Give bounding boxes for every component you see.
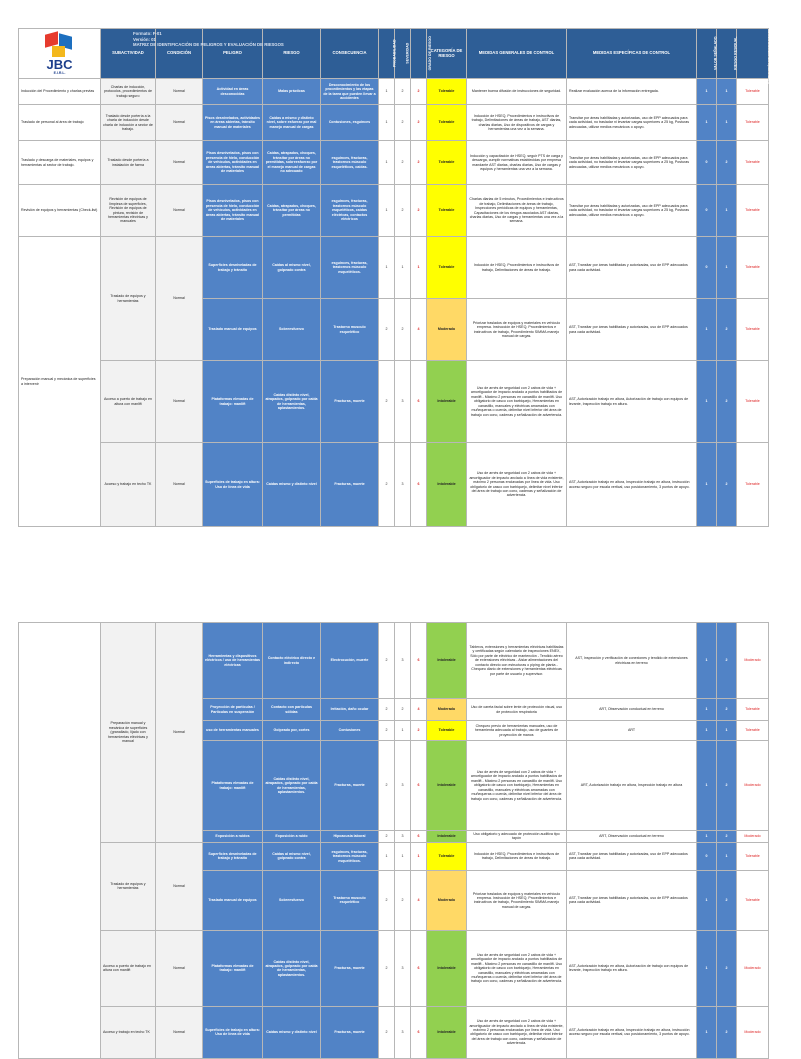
sheet-2-body (19, 623, 769, 1059)
residual-category-cell: Tolerable (737, 185, 769, 237)
risk-category-cell: Intolerable (427, 623, 467, 699)
value-cell: 1 (697, 105, 717, 141)
value-cell: 1 (697, 361, 717, 443)
general-measures-cell: Inducción y capacitación de HSEQ, seguir PTS de carga y descarga, cumplir normativas establecidas por empresa mandante AST diarias, charlas diarias, Uso de cargas y equipos y herramientas una vez a la semana. (467, 141, 567, 185)
probability-cell: 1 (379, 237, 395, 299)
hazard-cell: uso de herramientas manuales (203, 721, 263, 741)
consequence-cell: Electrocución, muerte (321, 623, 379, 699)
condition-cell: Normal (156, 930, 203, 1006)
subactivity-cell: Traslado de equipos y herramientas (101, 237, 156, 361)
activity-cell: Preparación manual y mecánica de superficies a intervenir (19, 237, 101, 527)
risk-category-cell: Moderado (427, 699, 467, 721)
specific-measures-cell: AST, Transitar por áreas habilitadas y autorizadas, uso de EPP adecuados para cada actividad. (567, 870, 697, 930)
subactivity-cell: Preparación manual y mecánica de superficies (granallado, lijado con herramientas eléctricas y manual (101, 623, 156, 843)
hazard-cell: Pisos desnivelados, actividades en áreas abiertas, tránsito manual de materiales (203, 105, 263, 141)
consequence-cell: Contusiones, esguinces (321, 105, 379, 141)
risk-matrix-table-1 (18, 22, 772, 527)
table-row (19, 930, 769, 1006)
consequence-cell: Fracturas, muerte (321, 741, 379, 831)
residual-risk-cell: 1 (717, 721, 737, 741)
general-measures-cell: Tableros, extensiones y herramientas eléctricas habilitadas y certificadas según calendario de inspecciones ENEX, Sólo por parte de eléctrico de mantención - Tendido aéreo de extensiones eléctricas - Aislar alimentaciones del contacto directo con estructuras o piping de planta - Chequeo diario de extensiones y herramientas eléctricas por parte de usuario y supervisor. (467, 623, 567, 699)
risk-grade-cell: 1 (411, 842, 427, 870)
residual-risk-cell: 1 (717, 79, 737, 105)
activity-cell: Inducción del Procedimiento y charlas previas (19, 79, 101, 105)
risk-category-cell: Tolerable (427, 141, 467, 185)
specific-measures-cell: ART, Observación conductual en terreno (567, 831, 697, 843)
severity-cell: 1 (395, 842, 411, 870)
probability-cell: 2 (379, 721, 395, 741)
risk-cell: Caídas mismo y distinto nivel (263, 1006, 321, 1058)
subactivity-cell: Acceso y trabajo en techo TK (101, 1006, 156, 1058)
probability-cell: 1 (379, 842, 395, 870)
risk-grade-cell: 6 (411, 623, 427, 699)
consequence-cell: Trastorno musculo esquelético (321, 870, 379, 930)
severity-cell: 3 (395, 831, 411, 843)
risk-cell: Caídas al mismo nivel, golpeado contra (263, 237, 321, 299)
risk-category-cell: Tolerable (427, 842, 467, 870)
table-row (19, 79, 769, 105)
general-measures-cell: Uso de arnés de seguridad con 2 cabos de vida + amortiguador de impacto anclado a puntos habilitados de manlift - Máximo 2 personas en canastillo de manlift. Uso obligatorio de casco con barbiquejo, Herramientas en canastillo, manuales y eléctricas amarradas con muñequeras o cuerda, delimitar nivel inferior del área de trabajo con cono, cadenas y señalización de advertencia. (467, 930, 567, 1006)
value-cell: 1 (697, 1006, 717, 1058)
specific-measures-cell: Realizar evaluación acerca de la información entregada. (567, 79, 697, 105)
jbc-logo: JBC E.I.R.L. (39, 33, 81, 75)
value-cell: 0 (697, 842, 717, 870)
risk-cell: Contacto con partículas sólidas (263, 699, 321, 721)
residual-category-cell: Tolerable (737, 141, 769, 185)
severity-cell: 2 (395, 699, 411, 721)
residual-risk-cell: 2 (717, 741, 737, 831)
consequence-cell: Fracturas, muerte (321, 1006, 379, 1058)
risk-cell: Golpeado por, cortes (263, 721, 321, 741)
col-riesgo: RIESGO (263, 29, 321, 79)
risk-cell: Caídas, atrapados, choques, tránsitar por áreas no permitidas (263, 185, 321, 237)
risk-category-cell: Intolerable (427, 831, 467, 843)
risk-grade-cell: 2 (411, 185, 427, 237)
risk-grade-cell: 6 (411, 443, 427, 527)
col-categoria: CATEGORÍA DE RIESGO (427, 29, 467, 79)
col-severidad: SEVERIDAD (395, 29, 411, 79)
probability-cell: 2 (379, 741, 395, 831)
consequence-cell: Fracturas, muerte (321, 443, 379, 527)
general-measures-cell: Uso de careta facial sobre lente de protección visual, uso de protección respiratoria (467, 699, 567, 721)
specific-measures-cell: Transitar por áreas habilitadas y autorizadas, uso de EPP adecuados para cada actividad, no trasladar ni levantar cargas superiores a 25 kg, Posturas adecuadas, utilizar medios mecánicos o apoyo. (567, 141, 697, 185)
hazard-cell: Superficies desniveladas de trabajo y tránsito (203, 237, 263, 299)
residual-risk-cell: 2 (717, 699, 737, 721)
specific-measures-cell: Transitar por áreas habilitadas y autorizadas, uso de EPP adecuados para cada actividad, no trasladar ni levantar cargas superiores a 25 kg, Posturas adecuadas, utilizar medios mecánicos o apoyo. (567, 185, 697, 237)
condition-cell: Normal (156, 237, 203, 361)
hazard-cell: Traslado manual de equipos (203, 299, 263, 361)
specific-measures-cell: AST, Transitar por áreas habilitadas y autorizadas, uso de EPP adecuados para cada actividad. (567, 237, 697, 299)
value-cell: 1 (697, 623, 717, 699)
col-residual: RIESGO RESIDUAL (717, 29, 737, 79)
consequence-cell: esguinces, fracturas, trastornos músculo esqueléticos, caídas. (321, 141, 379, 185)
residual-category-cell: Tolerable (737, 361, 769, 443)
general-measures-cell: Inducción de HSEQ, Procedimientos e instructivos de trabajo, Delimitaciones de áreas de trabajo. (467, 237, 567, 299)
general-measures-cell: Chequeo previo de herramientas manuales, uso de herramienta adecuada al trabajo, uso de guantes de proyección de manos (467, 721, 567, 741)
col-peligro: Formato: F-01 Versión: 01 MATRIZ DE IDENTIFICACIÓN DE PELIGROS Y EVALUACIÓN DE RIESGOS PELIGRO (203, 29, 263, 79)
consequence-cell: Trastorno musculo esquelético (321, 299, 379, 361)
general-measures-cell: Uso de arnés de seguridad con 2 cabos de vida + amortiguador de impacto anclado a puntos habilitados de manlift - Máximo 2 personas en canastillo de manlift. Uso obligatorio de casco con barbiquejo, Herramientas en canastillo, manuales y eléctricas amarradas con muñequeras o cuerda, delimitar nivel inferior del área de trabajo con cono, cadenas y señalización de advertencia. (467, 741, 567, 831)
severity-cell: 1 (395, 237, 411, 299)
consequence-cell: Fracturas, muerte (321, 930, 379, 1006)
condition-cell: Normal (156, 361, 203, 443)
hazard-cell: Proyección de partículas / Partículas en suspensión (203, 699, 263, 721)
residual-category-cell: Moderado (737, 1006, 769, 1058)
value-cell: 1 (697, 699, 717, 721)
condition-cell: Normal (156, 105, 203, 141)
hazard-cell: Actividad en áreas desconocidas (203, 79, 263, 105)
condition-cell: Normal (156, 623, 203, 843)
hazard-cell: Plataformas elevadas de trabajo: manlift (203, 930, 263, 1006)
severity-cell: 3 (395, 361, 411, 443)
probability-cell: 1 (379, 79, 395, 105)
risk-category-cell: Tolerable (427, 237, 467, 299)
subactivity-cell: Traslado desde portería a la charla de inducción desde charla de inducción a sector de trabajo. (101, 105, 156, 141)
col-categoria-residual: CATEGORÍA DE RIESGO RESIDUAL (737, 29, 769, 79)
activity-cell: Revisión de equipos y herramientas (Check-list) (19, 185, 101, 237)
probability-cell: 2 (379, 623, 395, 699)
condition-cell: Normal (156, 185, 203, 237)
condition-cell: Normal (156, 842, 203, 930)
risk-cell: Caídas distinto nivel, atrapados, golpeado por caída de herramientas, aplastamientos. (263, 930, 321, 1006)
severity-cell: 1 (395, 721, 411, 741)
activity-cell: Traslado de personal al área de trabajo (19, 105, 101, 141)
consequence-cell: Irritación, daño ocular (321, 699, 379, 721)
residual-risk-cell: 2 (717, 299, 737, 361)
condition-cell: Normal (156, 141, 203, 185)
risk-category-cell: Intolerable (427, 741, 467, 831)
residual-risk-cell: 2 (717, 141, 737, 185)
table-row (19, 185, 769, 237)
subactivity-cell: Acceso a puerto de trabajo en altura con manlift (101, 361, 156, 443)
risk-matrix-table-2 (18, 622, 769, 1059)
residual-category-cell: Moderado (737, 930, 769, 1006)
col-probabilidad: PROBABILIDAD (379, 29, 395, 79)
risk-cell: Caídas distinto nivel, atrapados, golpeado por caída de herramientas, aplastamientos. (263, 741, 321, 831)
consequence-cell: Hipoacusia laboral (321, 831, 379, 843)
residual-category-cell: Tolerable (737, 299, 769, 361)
residual-category-cell: Tolerable (737, 842, 769, 870)
risk-cell: Caídas al mismo nivel, golpeado contra (263, 842, 321, 870)
probability-cell: 2 (379, 699, 395, 721)
residual-risk-cell: 2 (717, 623, 737, 699)
condition-cell: Normal (156, 79, 203, 105)
value-cell: 1 (697, 930, 717, 1006)
residual-risk-cell: 1 (717, 185, 737, 237)
general-measures-cell: Priorizar traslados de equipos y materiales en vehículo empresa. Instrucción de HSEQ, Procedimientos e instructivos de trabajo, Procedimiento SIMMA manejo manual de cargas. (467, 870, 567, 930)
general-measures-cell: Inducción de HSEQ, Procedimientos e instructivos de trabajo, Delimitaciones de áreas de trabajo, AST diarias, charlas diarias, Uso de dispositivos de cargas y herramientas una vez a la semana. (467, 105, 567, 141)
risk-category-cell: Tolerable (427, 79, 467, 105)
risk-grade-cell: 6 (411, 361, 427, 443)
table-row (19, 141, 769, 185)
hazard-cell: Herramientas y dispositivos eléctricos / uso de herramientas eléctricas (203, 623, 263, 699)
hazard-cell: Superficies de trabajo en altura: Uso de línea de vida (203, 1006, 263, 1058)
risk-category-cell: Intolerable (427, 443, 467, 527)
col-condicion: CONDICIÓN (156, 29, 203, 79)
value-cell: 1 (697, 79, 717, 105)
table-row (19, 237, 769, 299)
risk-matrix-sheet-2 (18, 622, 768, 1046)
value-cell: 1 (697, 299, 717, 361)
activity-cell: Traslado y descarga de materiales, equipos y herramientas al sector de trabajo. (19, 141, 101, 185)
general-measures-cell: Uso de arnés de seguridad con 2 cabos de vida + amortiguador de impacto anclado a línea de vida existente, máximo 2 personas enclavadas por línea de vida. Uso obligatorio de casco con barbiquejo, delimitar nivel inferior del área de trabajo con cono, cadenas y señalización de advertencia. (467, 1006, 567, 1058)
risk-grade-cell: 4 (411, 870, 427, 930)
table-row (19, 623, 769, 699)
severity-cell: 3 (395, 930, 411, 1006)
severity-cell: 3 (395, 623, 411, 699)
risk-cell: Malas prácticas (263, 79, 321, 105)
header-notes: Formato: F-01 Versión: 01 MATRIZ DE IDENTIFICACIÓN DE PELIGROS Y EVALUACIÓN DE RIESGOS (133, 31, 284, 47)
consequence-cell: esguinces, fracturas, trastornos músculo esqueléticos, caídas eléctricas, contactos eléctricos (321, 185, 379, 237)
consequence-cell: Desconocimiento de los procedimientos y las etapas de la tarea que pueden llevar a accidentes (321, 79, 379, 105)
risk-cell: Exposición a ruido (263, 831, 321, 843)
hazard-cell: Traslado manual de equipos (203, 870, 263, 930)
residual-category-cell: Tolerable (737, 721, 769, 741)
risk-grade-cell: 4 (411, 699, 427, 721)
consequence-cell: Contusiones (321, 721, 379, 741)
risk-cell: Contacto eléctrico directo e indirecto (263, 623, 321, 699)
value-cell: 1 (697, 721, 717, 741)
hazard-cell: Pisos desnivelados, pisos con presencia de hielo, conducción de vehículos, actividades en áreas abiertas, tránsito manual de materiales (203, 185, 263, 237)
table-row (19, 105, 769, 141)
general-measures-cell: Uso de arnés de seguridad con 2 cabos de vida + amortiguador de impacto anclado a puntos habilitados de manlift - Máximo 2 personas en canastillo de manlift. Uso obligatorio de casco con barbiquejo, Herramientas en canastillo, manuales y eléctricas amarradas con muñequeras o cuerda, delimitar nivel inferior del área de trabajo con cono, cadenas y señalización de advertencia. (467, 361, 567, 443)
residual-risk-cell: 2 (717, 870, 737, 930)
residual-risk-cell: 2 (717, 831, 737, 843)
probability-cell: 1 (379, 105, 395, 141)
general-measures-cell: Priorizar traslados de equipos y materiales en vehículo empresa. Instrucción de HSEQ, Procedimientos e instructivos de trabajo, Procedimiento SIMMA manejo manual de cargas. (467, 299, 567, 361)
specific-measures-cell: ART (567, 721, 697, 741)
risk-grade-cell: 6 (411, 930, 427, 1006)
specific-measures-cell: AST, Autorización trabajo en altura, Inspección trabajo en altura, instrucción acceso seguro por escala vertical, uso posicionamiento, 3 puntos de apoyo. (567, 1006, 697, 1058)
residual-risk-cell: 2 (717, 443, 737, 527)
col-subactividad: SUBACTIVIDAD (101, 29, 156, 79)
residual-category-cell: Moderado (737, 831, 769, 843)
table-row (19, 1006, 769, 1058)
risk-grade-cell: 6 (411, 741, 427, 831)
specific-measures-cell: AST, Autorización trabajo en altura, Autorización de trabajo con equipos de levante, Inspección trabajo en altura. (567, 361, 697, 443)
value-cell: 0 (697, 237, 717, 299)
severity-cell: 2 (395, 185, 411, 237)
value-cell: 0 (697, 141, 717, 185)
specific-measures-cell: AST, Autorización trabajo en altura, Inspección trabajo en altura, instrucción acceso seguro por escala vertical, uso posicionamiento, 3 puntos de apoyo. (567, 443, 697, 527)
sheet-1-body (19, 79, 769, 527)
table-row (19, 842, 769, 870)
risk-grade-cell: 1 (411, 237, 427, 299)
general-measures-cell: Uso de arnés de seguridad con 2 cabos de vida + amortiguador de impacto anclado a línea de vida existente, máximo 2 personas enclavadas por línea de vida. Uso obligatorio de casco con barbiquejo, delimitar nivel inferior del área de trabajo con cono, cadenas y señalización de advertencia. (467, 443, 567, 527)
risk-grade-cell: 2 (411, 141, 427, 185)
risk-cell: Caídas distinto nivel, atrapados, golpeado por caída de herramientas, aplastamientos. (263, 361, 321, 443)
specific-measures-cell: ART, Observación conductual en terreno (567, 699, 697, 721)
risk-category-cell: Tolerable (427, 105, 467, 141)
risk-grade-cell: 6 (411, 831, 427, 843)
risk-grade-cell: 2 (411, 105, 427, 141)
col-grado: GRADO DE RIESGO (411, 29, 427, 79)
hazard-cell: Superficies de trabajo en altura: Uso de línea de vida (203, 443, 263, 527)
subactivity-cell: Traslado de equipos y herramientas (101, 842, 156, 930)
residual-risk-cell: 2 (717, 361, 737, 443)
risk-cell: Caídas a mismo y distinto nivel, sobre esfuerzo por mal manejo manual de cargas (263, 105, 321, 141)
residual-category-cell: Tolerable (737, 237, 769, 299)
risk-grade-cell: 2 (411, 721, 427, 741)
condition-cell: Normal (156, 1006, 203, 1058)
probability-cell: 2 (379, 930, 395, 1006)
consequence-cell: esguinces, fracturas, trastornos músculo esqueléticos. (321, 237, 379, 299)
general-measures-cell: Uso obligatorio y adecuado de protección auditiva tipo tapón (467, 831, 567, 843)
general-measures-cell: Inducción de HSEQ, Procedimientos e instructivos de trabajo, Delimitaciones de áreas de trabajo. (467, 842, 567, 870)
severity-cell: 3 (395, 1006, 411, 1058)
hazard-cell: Plataformas elevadas de trabajo: manlift (203, 361, 263, 443)
subactivity-cell: Traslado desde portería a instalación de faena (101, 141, 156, 185)
residual-category-cell: Tolerable (737, 443, 769, 527)
col-medidas-generales: MEDIDAS GENERALES DE CONTROL (467, 29, 567, 79)
probability-cell: 2 (379, 1006, 395, 1058)
value-cell: 1 (697, 870, 717, 930)
residual-risk-cell: 1 (717, 842, 737, 870)
residual-category-cell: Tolerable (737, 699, 769, 721)
risk-grade-cell: 4 (411, 299, 427, 361)
specific-measures-cell: AST, Transitar por áreas habilitadas y autorizadas, uso de EPP adecuados para cada actividad. (567, 299, 697, 361)
risk-matrix-sheet-1 (18, 22, 772, 586)
table-row (19, 443, 769, 527)
risk-cell: Sobreesfuerzo (263, 299, 321, 361)
col-medidas-especificas: MEDIDAS ESPECÍFICAS DE CONTROL (567, 29, 697, 79)
specific-measures-cell: AST, Autorización trabajo en altura, Autorización de trabajo con equipos de levante, Inspección trabajo en altura. (567, 930, 697, 1006)
severity-cell: 2 (395, 105, 411, 141)
value-cell: 0 (697, 185, 717, 237)
residual-risk-cell: 2 (717, 930, 737, 1006)
severity-cell: 3 (395, 443, 411, 527)
risk-category-cell: Intolerable (427, 1006, 467, 1058)
specific-measures-cell: AST, Inspección y verificación de conexiones y tendido de extensiones eléctricas en terreno (567, 623, 697, 699)
subactivity-cell: Acceso y trabajo en techo TK (101, 443, 156, 527)
general-measures-cell: Mantener buena difusión de instrucciones de seguridad. (467, 79, 567, 105)
residual-risk-cell: 1 (717, 237, 737, 299)
consequence-cell: Fracturas, muerte (321, 361, 379, 443)
table-row (19, 361, 769, 443)
header-row (19, 29, 769, 79)
hazard-cell: Pisos desnivelados, pisos con presencia de hielo, conducción de vehículos, actividades en áreas abiertas, tránsito manual de materiales (203, 141, 263, 185)
risk-category-cell: Tolerable (427, 721, 467, 741)
residual-category-cell: Tolerable (737, 105, 769, 141)
probability-cell: 2 (379, 299, 395, 361)
risk-cell: Sobreesfuerzo (263, 870, 321, 930)
probability-cell: 2 (379, 831, 395, 843)
general-measures-cell: Charlas diarias de 5 minutos, Procedimientos e instructivos de trabajo, Delimitaciones de áreas de trabajo, Inspecciones periódicas de equipos y herramientas, Capacitaciones de los riesgos asociados AST diarias, charlas diarias, Uso de cargas y herramientas una vez a la semana. (467, 185, 567, 237)
col-consecuencia: CONSECUENCIA (321, 29, 379, 79)
residual-category-cell: Tolerable (737, 79, 769, 105)
risk-category-cell: Moderado (427, 870, 467, 930)
severity-cell: 2 (395, 141, 411, 185)
value-cell: 1 (697, 443, 717, 527)
subactivity-cell: Charlas de inducción, protocolos, procedimientos de trabajo seguro (101, 79, 156, 105)
risk-category-cell: Moderado (427, 299, 467, 361)
col-valor: VALOR SEÑALADO (697, 29, 717, 79)
severity-cell: 2 (395, 299, 411, 361)
residual-risk-cell: 2 (717, 1006, 737, 1058)
severity-cell: 3 (395, 741, 411, 831)
risk-grade-cell: 6 (411, 1006, 427, 1058)
subactivity-cell: Revisión de equipos de limpieza de superficies, Revisión de equipos de pintura, revisión de herramientas eléctricas y manuales (101, 185, 156, 237)
risk-grade-cell: 2 (411, 79, 427, 105)
specific-measures-cell: AST, Transitar por áreas habilitadas y autorizadas, uso de EPP adecuados para cada actividad. (567, 842, 697, 870)
risk-cell: Caídas mismo y distinto nivel (263, 443, 321, 527)
subactivity-cell: Acceso a puerto de trabajo en altura con manlift (101, 930, 156, 1006)
condition-cell: Normal (156, 443, 203, 527)
probability-cell: 2 (379, 361, 395, 443)
logo-cell (19, 29, 101, 79)
hazard-cell: Superficies desniveladas de trabajo y tránsito (203, 842, 263, 870)
risk-category-cell: Intolerable (427, 930, 467, 1006)
activity-cell (19, 623, 101, 1059)
value-cell: 1 (697, 741, 717, 831)
residual-risk-cell: 1 (717, 105, 737, 141)
probability-cell: 2 (379, 443, 395, 527)
consequence-cell: esguinces, fracturas, trastornos músculo esqueléticos. (321, 842, 379, 870)
specific-measures-cell: ART, Autorización trabajo en altura, Inspección trabajo en altura (567, 741, 697, 831)
probability-cell: 1 (379, 185, 395, 237)
residual-category-cell: Moderado (737, 741, 769, 831)
severity-cell: 2 (395, 870, 411, 930)
residual-category-cell: Tolerable (737, 870, 769, 930)
risk-category-cell: Intolerable (427, 361, 467, 443)
hazard-cell: Plataformas elevadas de trabajo: manlift (203, 741, 263, 831)
probability-cell: 2 (379, 870, 395, 930)
specific-measures-cell: Transitar por áreas habilitadas y autorizadas, uso de EPP adecuados para cada actividad, no trasladar ni levantar cargas superiores a 25 kg, Posturas adecuadas, utilizar medios mecánicos o apoyo. (567, 105, 697, 141)
value-cell: 1 (697, 831, 717, 843)
severity-cell: 2 (395, 79, 411, 105)
probability-cell: 1 (379, 141, 395, 185)
hazard-cell: Exposición a ruidos (203, 831, 263, 843)
residual-category-cell: Moderado (737, 623, 769, 699)
risk-category-cell: Tolerable (427, 185, 467, 237)
risk-cell: Caídas, atrapados, choques, tránsitar por áreas no permitidas, sobreesfuerzo por el manejo manual de cargas no adecuado (263, 141, 321, 185)
